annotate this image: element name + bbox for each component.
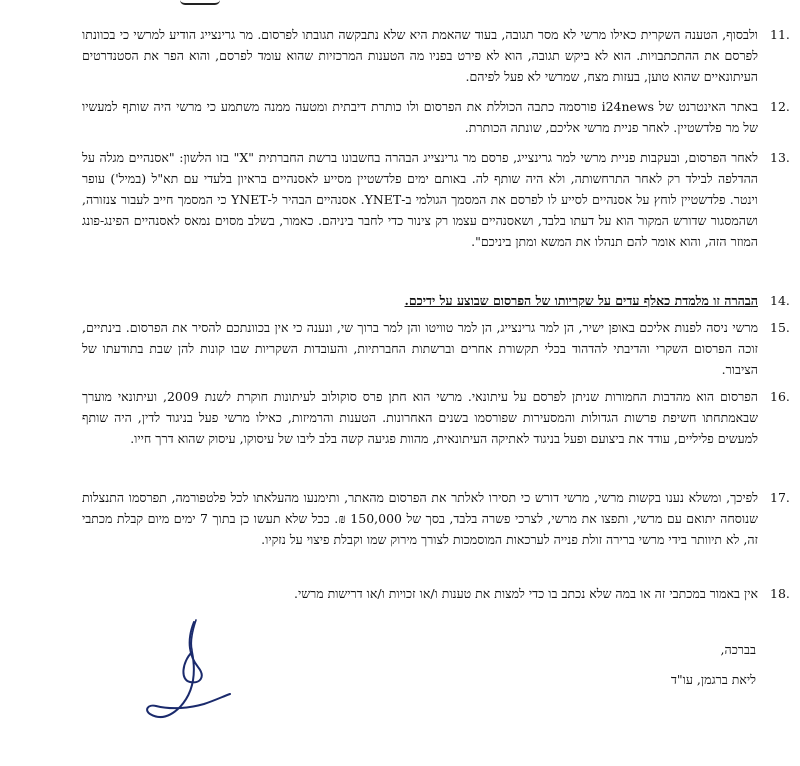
clause-text: מרשי ניסה לפנות אליכם באופן ישיר, הן למר גרינצייג, הן למר טוויטו והן למר ברוך שי, ונענה כי אין בכוונתכם להסיר את הפרסום. בינתיים, זוכה הפרסום השקרי והדיבתי להדהוד בכלי תקשורת אחרים וברשתות החברתיות, והעובדות השקריות שבו קונות להן שבת בתודעתו של הציבור. xyxy=(82,320,758,377)
top-page-mark xyxy=(180,0,220,5)
clause-number: 14. xyxy=(770,293,790,308)
closing-greeting: בברכה, xyxy=(720,642,756,657)
clause-number: 16. xyxy=(770,389,790,404)
clause-14 xyxy=(82,290,790,311)
clause-15 xyxy=(82,317,790,380)
clause-number: 11. xyxy=(770,27,790,42)
clause-number: 13. xyxy=(770,150,790,165)
clause-number: 12. xyxy=(770,99,790,114)
clause-text: לאחר הפרסום, ובעקבות פניית מרשי למר גרינצייג, פרסם מר גרינצייג הבהרה בחשבונו ברשת החברתית "X" בזו הלשון: "אסנהיים מגלה על ההדלפה לבילד רק לאחר התרחשותה, ולא היה שותף לה. באותם ימים פלדשטיין מסייע לאסנהיים בראיון בלעדי עם תא"ל (במיל') עופר וינטר. פלדשטיין לוחץ על אסנהיים לסייע לו לפרסם את המסמך הגולמי ב-YNET. אסנהיים הבהיר ל-YNET כי המסמך חייב לעבור צנזורה, ושהמסגור שדורש המקור הוא על דעתו בלבד, ושאסנהיים עצמו רק צינור כדי לחבר ביניהם. כאמור, בשלב מסוים נמאס לאסנהיים הפינג-פונג המוזר הזה, והוא אומר להם תנהלו את המשא ומתן ביניכם". xyxy=(82,150,758,249)
clause-text-emphasized: הבהרה זו מלמדת כאלף עדים על שקריותו של הפרסום שבוצע על ידיכם. xyxy=(404,293,758,308)
clause-text: הפרסום הוא מהדבות החמורות שניתן לפרסם על עיתונאי. מרשי הוא חתן פרס סוקולוב לעיתונות חוקרת לשנת 2009, ועיתונאי מוערך שבאמתחתו חשיפת פרשות הגדולות והמסעירות שפורסמו בשנים האחרונות. הטענות והרמיזות, כאילו מרשי פעל בניגוד לדין, היה שותף למעשים פליליים, עודד את ביצועם ופעל בניגוד לאתיקה העיתונאית, מהוות פגיעה קשה בלב ליבו של עיסוקו, עיסוק שהוא דרך חייו. xyxy=(82,389,758,446)
clause-11 xyxy=(82,24,790,87)
clause-13 xyxy=(82,147,790,252)
clause-18 xyxy=(82,583,790,604)
clause-text: לפיכך, ומשלא נענו בקשות מרשי, מרשי דורש כי תסירו לאלתר את הפרסום מהאתר, ותימנעו מהעלאתו לכל פלטפורמה, תפרסמו התנצלות שנוסחה יתואם עם מרשי, ותפצו את מרשי, לצרכי פשרה בלבד, בסך של 150,000 ₪. ככל שלא תעשו כן בתוך 7 ימים מיום קבלת מכתבי זה, לא תיוותר בידי מרשי ברירה זולת פנייה לערכאות המוסמכות לצורך מירוק שמו וקבלת פיצוי על נזקיו. xyxy=(82,490,758,547)
clause-16 xyxy=(82,386,790,449)
clause-number: 17. xyxy=(770,490,790,505)
clause-number: 15. xyxy=(770,320,790,335)
clause-text: אין באמור במכתבי זה או במה שלא נכתב בו כדי למצות את טענות ו/או זכויות ו/או דרישות מרשי. xyxy=(293,586,758,601)
clause-text: ולבסוף, הטענה השקרית כאילו מרשי לא מסר תגובה, בעוד שהאמת היא שלא נתבקשה תגובתו לפרסום. מר גרינצייג הודיע למרשי כי בכוונתו לפרסם את ההתכתבויות. הוא לא ביקש תגובה, הוא לא פירט בפניו מה הטענות המרכזיות שהוא עומד לפרסם, והוא הפר את הסטנדרטים העיתונאיים שהוא טוען, בעזות מצח, שמרשי לא פעל לפיהם. xyxy=(82,27,758,84)
clause-12 xyxy=(82,96,790,138)
handwritten-signature xyxy=(120,612,240,732)
clause-17 xyxy=(82,487,790,550)
clause-text: באתר האינטרנט של i24news פורסמה כתבה הכוללת את הפרסום ולו כותרת דיבתית ומטעה ממנה משתמע כי מרשי היה שותף למעשיו של מר פלדשטיין. לאחר פניית מרשי אליכם, שונתה הכותרת. xyxy=(82,99,759,135)
clause-number: 18. xyxy=(770,586,790,601)
signer-name: ליאת ברגמן, עו"ד xyxy=(670,672,756,687)
